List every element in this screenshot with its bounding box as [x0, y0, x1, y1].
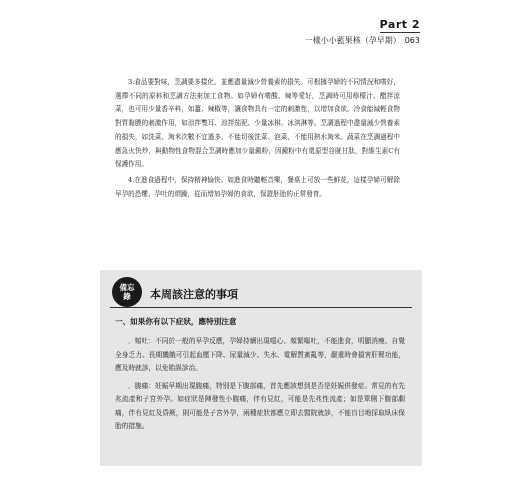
section-divider: [110, 307, 412, 308]
running-header: [305, 13, 420, 46]
symptom-item-abdominal-pain: ．腹痛：妊娠早期出現腹痛，特別是下腹部痛，首先應該想到是否是妊娠併發症。常見的有先兆流產和子宮外孕。如症狀是陣發性小腹痛，伴有見紅，可能是先兆性流產；如是單側下腹部劇痛，伴有見紅及昏厥，則可能是子宮外孕，兩種症狀都應立即去醫院就診，不能盲目地採取臥床保胎的措施。: [115, 381, 405, 430]
symptom-list: [115, 335, 405, 438]
body-paragraph-3: 3.食品要對味，烹調要多樣化，並應盡量減少營養素的損失。可根據孕婦的不同情況和嗜好，選擇不同的原料和烹調方法來加工食物。如孕婦有嗜酸、辣等愛好，烹調時可用檸檬汁、醋拌涼菜，也可用少量香辛料，如薑、辣椒等，讓食物具有一定的刺激性，以增加食欲。冷食能減輕食物對胃黏膜的刺激作用，如涼拌雙耳、涼拌茄泥、少量冰棋、冰淇淋等。烹調過程中盡量減少營養素的損失，如洗菜、淘米次數不宜過多，不能切後洗菜、泡菜，不能用熱水淘米。蔬菜在烹調過程中應急火快炒，與動物性食物混合烹調時應加少量澱粉，因澱粉中有還原型谷胱甘肽，對維生素C有保護作用。: [115, 78, 400, 169]
part-label: Part 2: [379, 18, 420, 31]
body-paragraph-4: 4.在進食過程中，保持精神愉快。如進食時聽輕音樂，餐桌上可放一些鮮花，這樣孕婦可解除早孕的恐懼、孕吐的煩躁，從而增加孕婦的食欲，保證胚胎的正常發育。: [115, 175, 400, 198]
memo-badge-label: 備忘錄: [119, 283, 135, 301]
page-number: 063: [404, 36, 420, 45]
body-text: [115, 76, 400, 203]
section-subhead: 一、如果你有以下症狀，應特別注意: [115, 317, 237, 326]
chapter-subtitle: [305, 35, 420, 46]
memo-badge: [112, 277, 142, 307]
chapter-subtitle-text: 一樣小小藍果核（孕早期）: [304, 36, 401, 45]
symptom-item-vomiting: ．頻吐：不同於一般的早孕反應，孕婦持續出現噁心、頻繁嘔吐，不能進食，明顯消瘦、自覺全身乏力。長期饑餓可引起血壓下降、尿量減少、失水、電解質紊亂等，嚴重時會損害肝腎功能，應及時就診，以免貽誤診治。: [115, 337, 405, 372]
section-title: 本周該注意的事項: [150, 288, 238, 301]
